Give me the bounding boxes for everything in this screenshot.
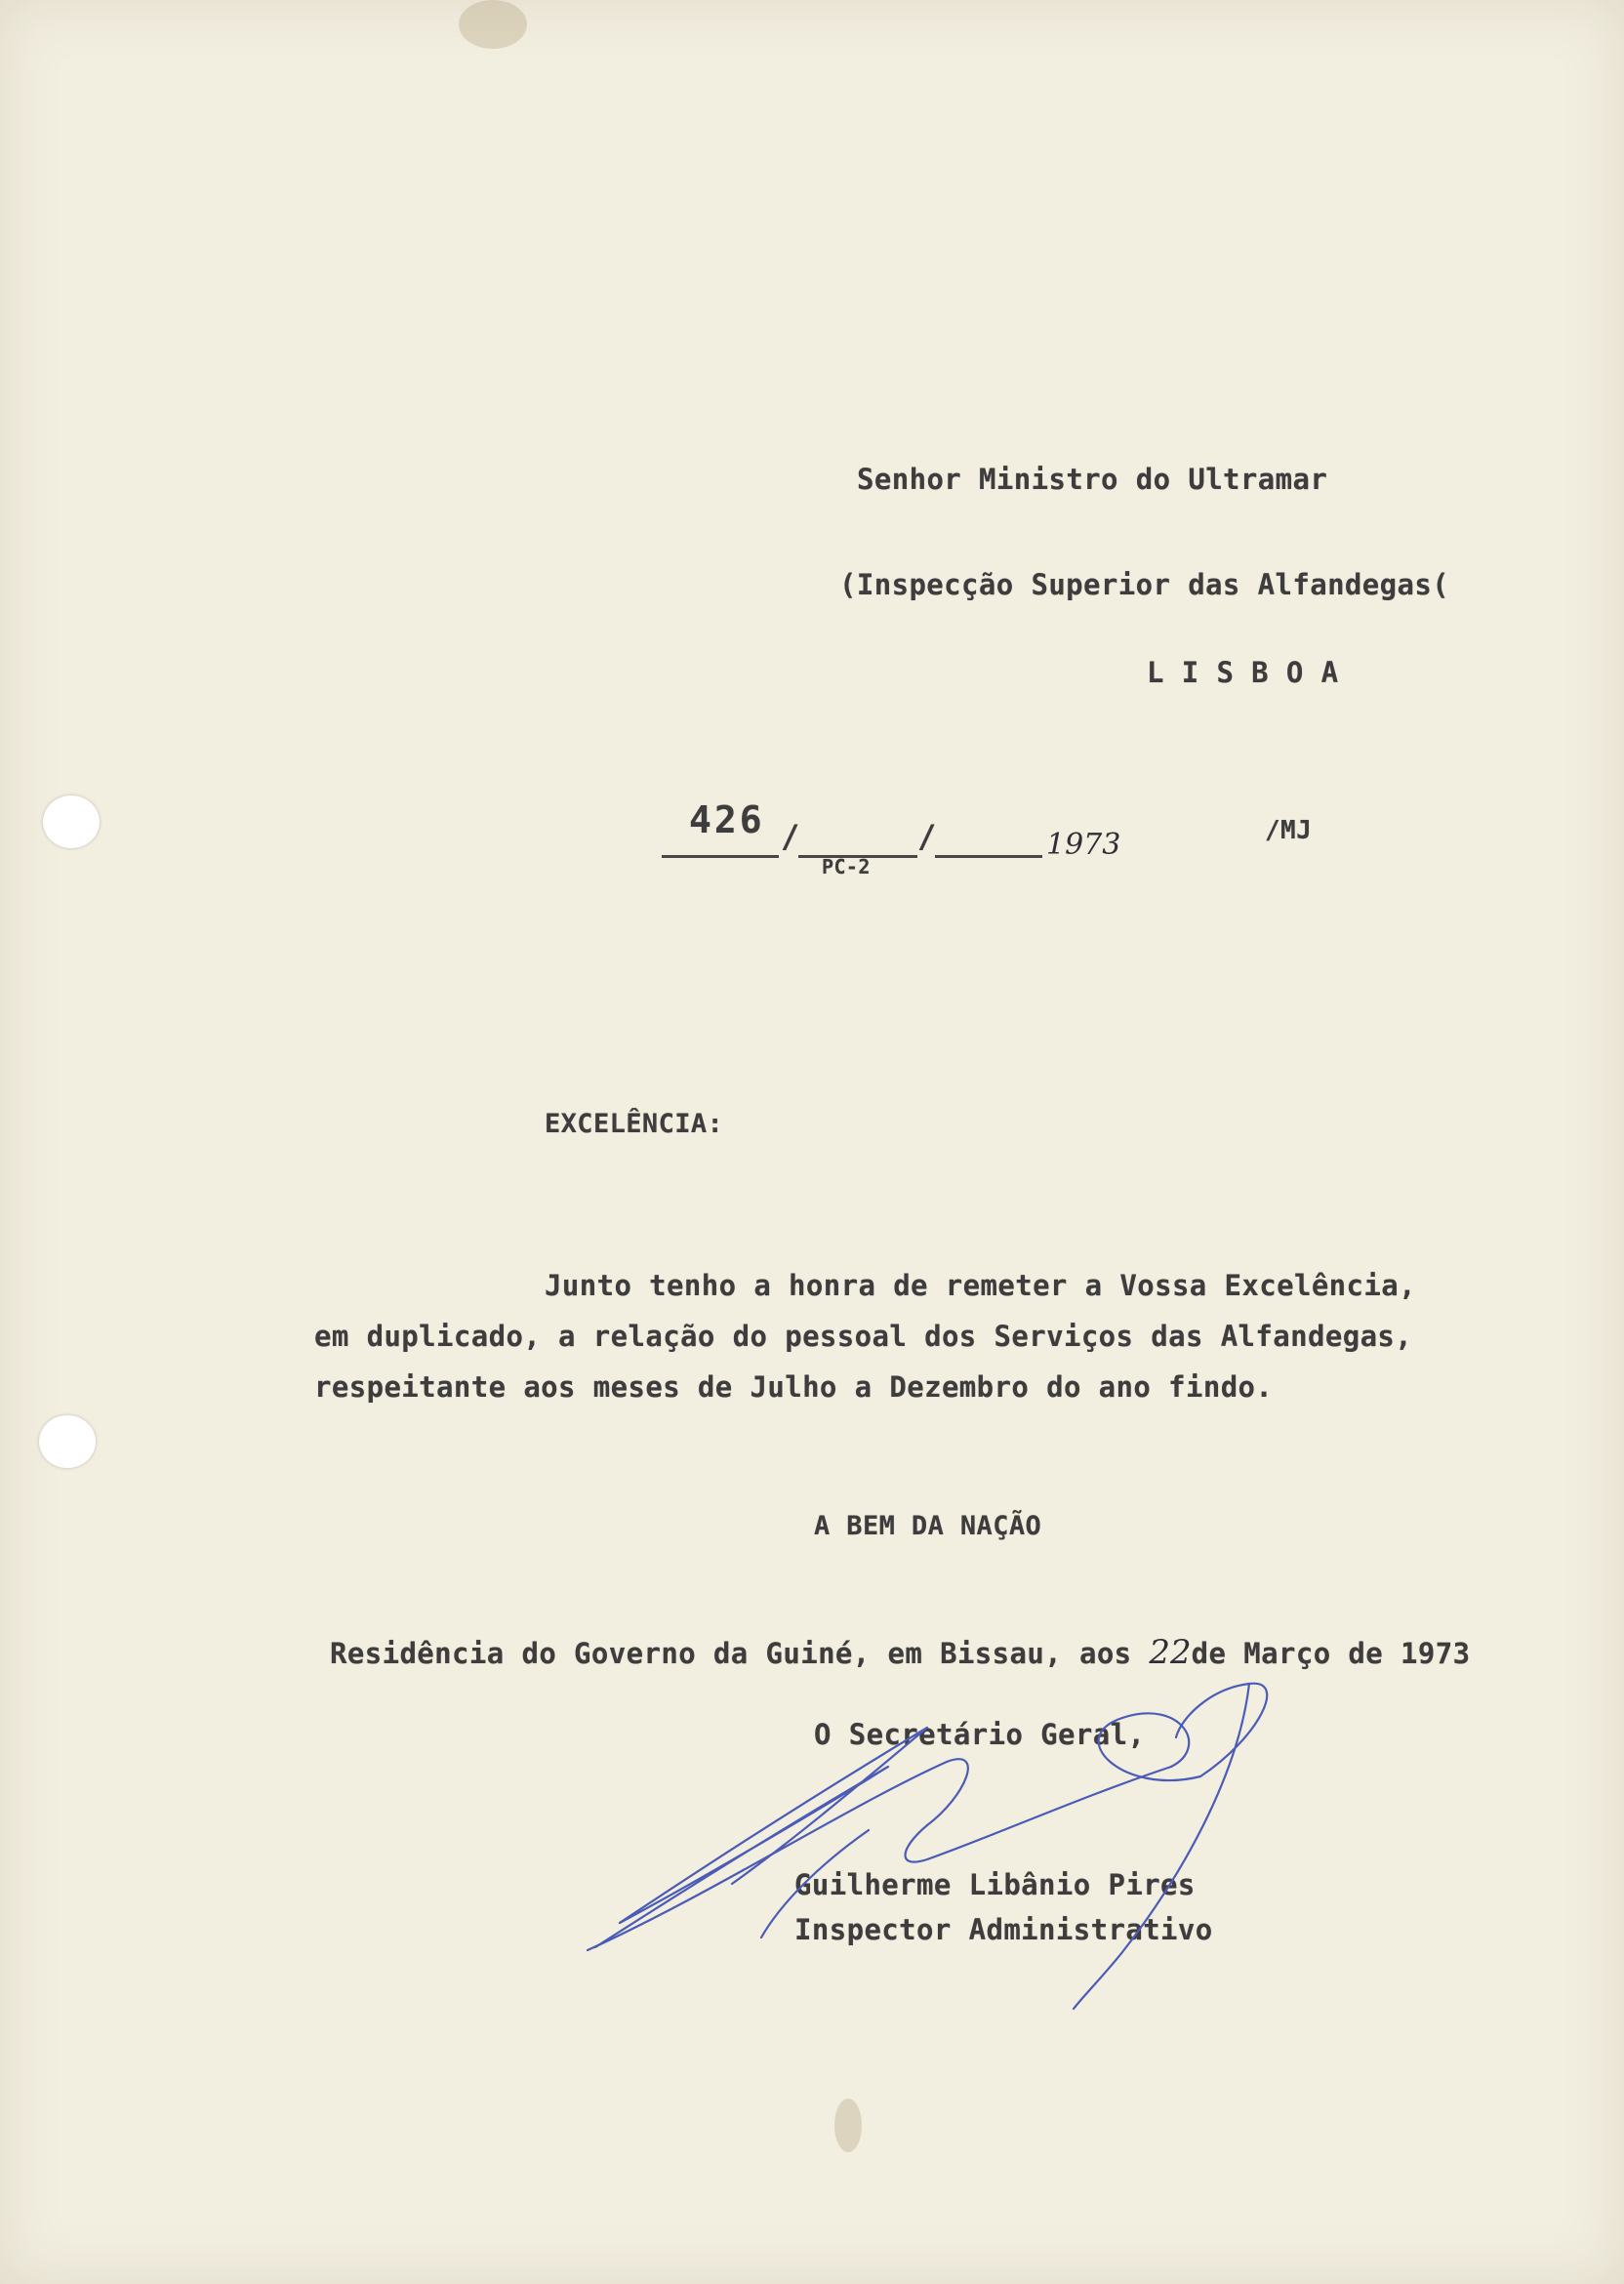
place-date-day: 22	[1149, 1633, 1192, 1672]
place-date-suffix: de Março de 1973	[1191, 1637, 1471, 1670]
salutation: EXCELÊNCIA:	[545, 1109, 724, 1139]
addressee-city: L I S B O A	[1147, 656, 1339, 689]
reference-year: 1973	[1046, 828, 1121, 862]
closing-formula: A BEM DA NAÇÃO	[814, 1511, 1042, 1541]
handwritten-signature	[576, 1659, 1318, 2011]
place-date-prefix: Residência do Governo da Guiné, em Bissau, aos	[330, 1637, 1150, 1670]
reference-suffix: /MJ	[1265, 816, 1313, 845]
reference-number: 426	[689, 798, 765, 841]
punch-hole-bottom	[39, 1415, 96, 1468]
addressee-line-1: Senhor Ministro do Ultramar	[857, 463, 1328, 496]
signatory-role: Inspector Administrativo	[794, 1913, 1213, 1946]
top-stain	[459, 0, 527, 49]
reference-underline-3	[935, 855, 1042, 858]
body-line-1: Junto tenho a honra de remeter a Vossa Excelência,	[545, 1269, 1416, 1302]
reference-underline-1	[662, 855, 779, 858]
punch-hole-top	[43, 795, 100, 848]
signatory-name: Guilherme Libânio Pires	[794, 1868, 1196, 1901]
signatory-title: O Secretário Geral,	[814, 1718, 1146, 1751]
reference-slash-1: /	[781, 818, 800, 855]
body-line-3: respeitante aos meses de Julho a Dezembro do ano findo.	[314, 1370, 1274, 1404]
reference-section: PC-2	[822, 855, 871, 878]
body-line-2: em duplicado, a relação do pessoal dos Serviços das Alfandegas,	[314, 1320, 1413, 1353]
bottom-stain	[834, 2099, 862, 2152]
addressee-line-2: (Inspecção Superior das Alfandegas(	[839, 568, 1450, 601]
reference-slash-2: /	[917, 818, 937, 855]
